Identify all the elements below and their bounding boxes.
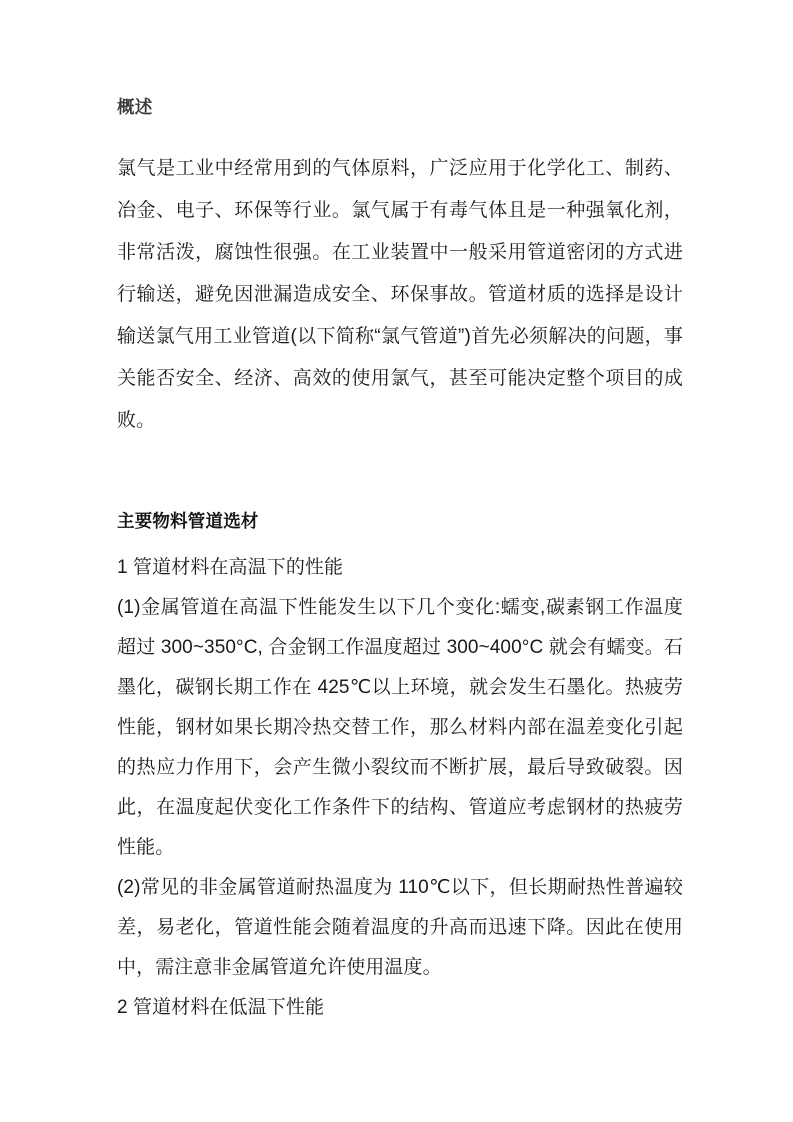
- spacer-between-sections: [117, 442, 683, 508]
- paragraph-overview-body: 氯气是工业中经常用到的气体原料，广泛应用于化学化工、制药、冶金、电子、环保等行业。氯气属于有毒气体且是一种强氧化剂，非常活泼，腐蚀性很强。在工业装置中一般采用管道密闭的方式进行输送，避免因泄漏造成安全、环保事故。管道材质的选择是设计输送氯气用工业管道(以下简称“氯气管道”)首先必须解决的问题，事关能否安全、经济、高效的使用氯气，甚至可能决定整个项目的成败。: [117, 158, 683, 431]
- subsection-title-low-temperature: 2 管道材料在低温下性能: [117, 997, 325, 1018]
- section-heading-overview: 概述: [117, 97, 153, 117]
- document-content: [117, 94, 683, 1028]
- subsection-title-high-temperature: 1 管道材料在高温下的性能: [117, 557, 344, 578]
- section-heading-material-selection: 主要物料管道选材: [117, 511, 259, 531]
- spacer-after-material-heading: [117, 534, 683, 548]
- paragraph-high-temp-metal: (1)金属管道在高温下性能发生以下几个变化:蠕变,碳素钢工作温度超过 300~350°C, 合金钢工作温度超过 300~400°C 就会有蠕变。石墨化，碳钢长期工作在 425℃以上环境，就会发生石墨化。热疲劳性能，钢材如果长期冷热交替工作，那么材料内部在温差变化引起的热应力作用下，会产生微小裂纹而不断扩展，最后导致破裂。因此，在温度起伏变化工作条件下的结构、管道应考虑钢材的热疲劳性能。: [117, 597, 683, 858]
- spacer-after-overview-heading: [117, 120, 683, 148]
- paragraph-high-temp-nonmetal: (2)常见的非金属管道耐热温度为 110℃以下，但长期耐热性普遍较差，易老化，管道性能会随着温度的升高而迅速下降。因此在使用中，需注意非金属管道允许使用温度。: [117, 877, 683, 978]
